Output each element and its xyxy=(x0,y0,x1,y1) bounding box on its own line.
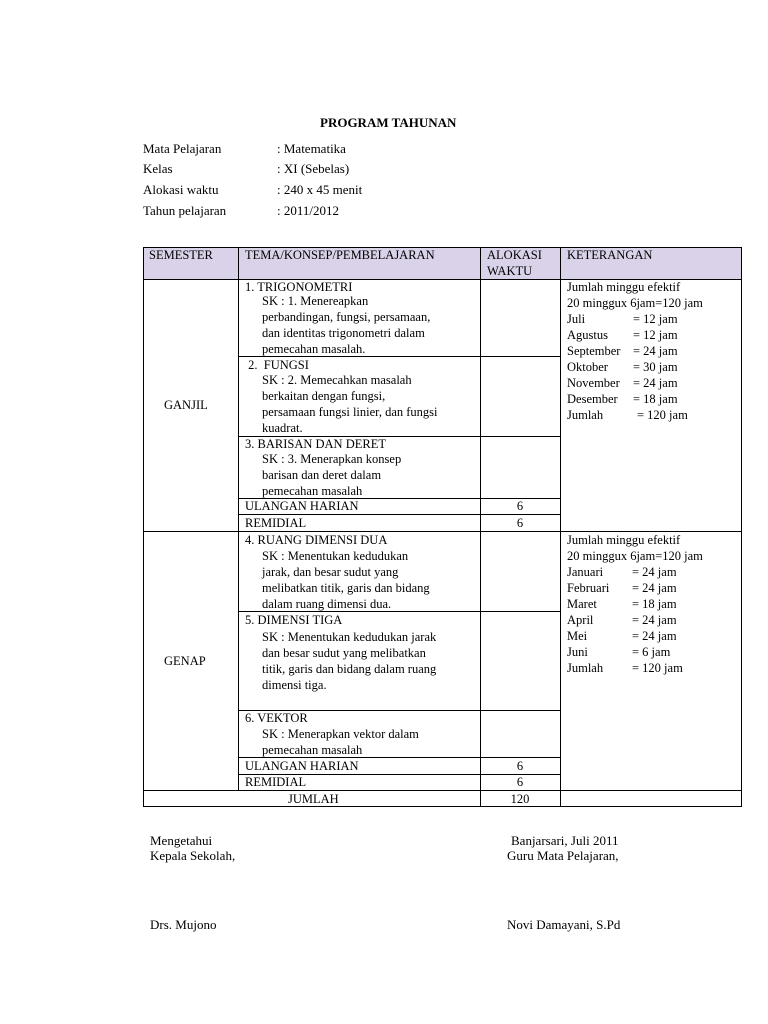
keterangan-text: Jumlah minggu efektif xyxy=(567,280,681,294)
topic-text: dimensi tiga. xyxy=(262,678,327,692)
topic-text: SK : Menerapkan vektor dalam xyxy=(262,727,419,741)
topic-title: 1. TRIGONOMETRI xyxy=(245,280,353,294)
topic-text: dalam ruang dimensi dua. xyxy=(262,597,392,611)
keterangan-hours: = 6 jam xyxy=(632,645,671,659)
ulangan-harian-label: ULANGAN HARIAN xyxy=(245,759,359,773)
keterangan-hours: = 24 jam xyxy=(633,376,678,390)
remidial-value: 6 xyxy=(516,775,524,789)
topic-text: dan identitas trigonometri dalam xyxy=(262,326,425,340)
keterangan-month: Maret xyxy=(567,597,597,611)
keterangan-month: Agustus xyxy=(567,328,608,342)
table-border-right xyxy=(741,247,742,807)
signature-left-name: Drs. Mujono xyxy=(150,917,217,932)
topic-text: dan besar sudut yang melibatkan xyxy=(262,646,426,660)
keterangan-month: Oktober xyxy=(567,360,608,374)
header-waktu: WAKTU xyxy=(487,264,533,278)
topic-title: 4. RUANG DIMENSI DUA xyxy=(245,533,388,547)
jumlah-label: JUMLAH xyxy=(288,792,339,806)
semester-ganjil: GANJIL xyxy=(164,398,208,412)
jumlah-row-top xyxy=(143,790,742,791)
keterangan-hours: = 120 jam xyxy=(632,661,683,675)
table-border-left xyxy=(143,247,144,807)
header-alokasi: ALOKASI xyxy=(487,248,542,262)
topic-text: pemecahan masalah. xyxy=(262,342,366,356)
signature-right-line2: Guru Mata Pelajaran, xyxy=(507,848,619,863)
info-label-tahun: Tahun pelajaran xyxy=(143,203,227,218)
remidial-value: 6 xyxy=(516,516,524,530)
keterangan-month: Juli xyxy=(567,312,586,326)
topic-text: persamaan fungsi linier, dan fungsi xyxy=(262,405,438,419)
header-keterangan: KETERANGAN xyxy=(567,248,653,262)
info-value-kelas: : XI (Sebelas) xyxy=(277,161,350,176)
keterangan-month: Jumlah xyxy=(567,661,604,675)
topic-text: perbandingan, fungsi, persamaan, xyxy=(262,310,431,324)
ulangan-harian-label: ULANGAN HARIAN xyxy=(245,499,359,513)
col-divider-alokasi xyxy=(560,247,561,807)
keterangan-hours: = 12 jam xyxy=(633,328,678,342)
page-title: PROGRAM TAHUNAN xyxy=(320,115,457,130)
keterangan-month: Juni xyxy=(567,645,588,659)
info-label-alokasi: Alokasi waktu xyxy=(143,182,219,197)
keterangan-hours: = 18 jam xyxy=(632,597,677,611)
info-value-alokasi: : 240 x 45 menit xyxy=(277,182,363,197)
signature-left-line2: Kepala Sekolah, xyxy=(150,848,236,863)
keterangan-month: September xyxy=(567,344,621,358)
header-semester: SEMESTER xyxy=(149,248,213,262)
keterangan-hours: = 12 jam xyxy=(633,312,678,326)
topic-text: SK : 3. Menerapkan konsep xyxy=(262,452,402,466)
signature-left-line1: Mengetahui xyxy=(150,833,213,848)
topic-title: 5. DIMENSI TIGA xyxy=(245,613,343,627)
keterangan-text: 20 minggux 6jam=120 jam xyxy=(567,296,703,310)
topic-text: pemecahan masalah xyxy=(262,743,363,757)
keterangan-month: Desember xyxy=(567,392,618,406)
info-label-kelas: Kelas xyxy=(143,161,173,176)
header-tema: TEMA/KONSEP/PEMBELAJARAN xyxy=(245,248,435,262)
topic-title: 6. VEKTOR xyxy=(245,711,308,725)
topic-text: SK : Menentukan kedudukan xyxy=(262,549,409,563)
topic-text: melibatkan titik, garis dan bidang xyxy=(262,581,430,595)
keterangan-hours: = 120 jam xyxy=(637,408,688,422)
keterangan-hours: = 30 jam xyxy=(633,360,678,374)
signature-right-name: Novi Damayani, S.Pd xyxy=(507,917,621,932)
keterangan-hours: = 24 jam xyxy=(632,629,677,643)
info-value-tahun: : 2011/2012 xyxy=(277,203,339,218)
jumlah-value: 120 xyxy=(510,792,530,806)
topic-text: jarak, dan besar sudut yang xyxy=(262,565,399,579)
ulangan-harian-value: 6 xyxy=(516,759,524,773)
keterangan-month: Jumlah xyxy=(567,408,604,422)
keterangan-month: Januari xyxy=(567,565,604,579)
table-border-bottom xyxy=(143,806,742,807)
info-label-mata-pelajaran: Mata Pelajaran xyxy=(143,141,222,156)
info-value-mata-pelajaran: : Matematika xyxy=(277,141,346,156)
topic-title: 3. BARISAN DAN DERET xyxy=(245,437,386,451)
topic-text: kuadrat. xyxy=(262,421,303,435)
signature-right-line1: Banjarsari, Juli 2011 xyxy=(511,833,619,848)
keterangan-month: Februari xyxy=(567,581,610,595)
keterangan-text: Jumlah minggu efektif xyxy=(567,533,681,547)
keterangan-text: 20 minggux 6jam=120 jam xyxy=(567,549,703,563)
keterangan-hours: = 18 jam xyxy=(633,392,678,406)
keterangan-hours: = 24 jam xyxy=(632,565,677,579)
topic-title: 2. FUNGSI xyxy=(245,358,309,372)
semester-genap: GENAP xyxy=(164,654,206,668)
keterangan-month: April xyxy=(567,613,594,627)
topic-text: SK : 1. Menereapkan xyxy=(262,294,369,308)
remidial-label: REMIDIAL xyxy=(245,516,307,530)
keterangan-hours: = 24 jam xyxy=(632,613,677,627)
remidial-label: REMIDIAL xyxy=(245,775,307,789)
keterangan-month: Mei xyxy=(567,629,588,643)
ulangan-harian-value: 6 xyxy=(516,499,524,513)
keterangan-month: November xyxy=(567,376,620,390)
keterangan-hours: = 24 jam xyxy=(632,581,677,595)
keterangan-hours: = 24 jam xyxy=(633,344,678,358)
topic-text: SK : 2. Memecahkan masalah xyxy=(262,373,412,387)
col-divider-semester xyxy=(238,247,239,791)
topic-text: titik, garis dan bidang dalam ruang xyxy=(262,662,437,676)
topic-text: berkaitan dengan fungsi, xyxy=(262,389,386,403)
topic-text: barisan dan deret dalam xyxy=(262,468,382,482)
topic-text: pemecahan masalah xyxy=(262,484,363,498)
topic-text: SK : Menentukan kedudukan jarak xyxy=(262,630,437,644)
